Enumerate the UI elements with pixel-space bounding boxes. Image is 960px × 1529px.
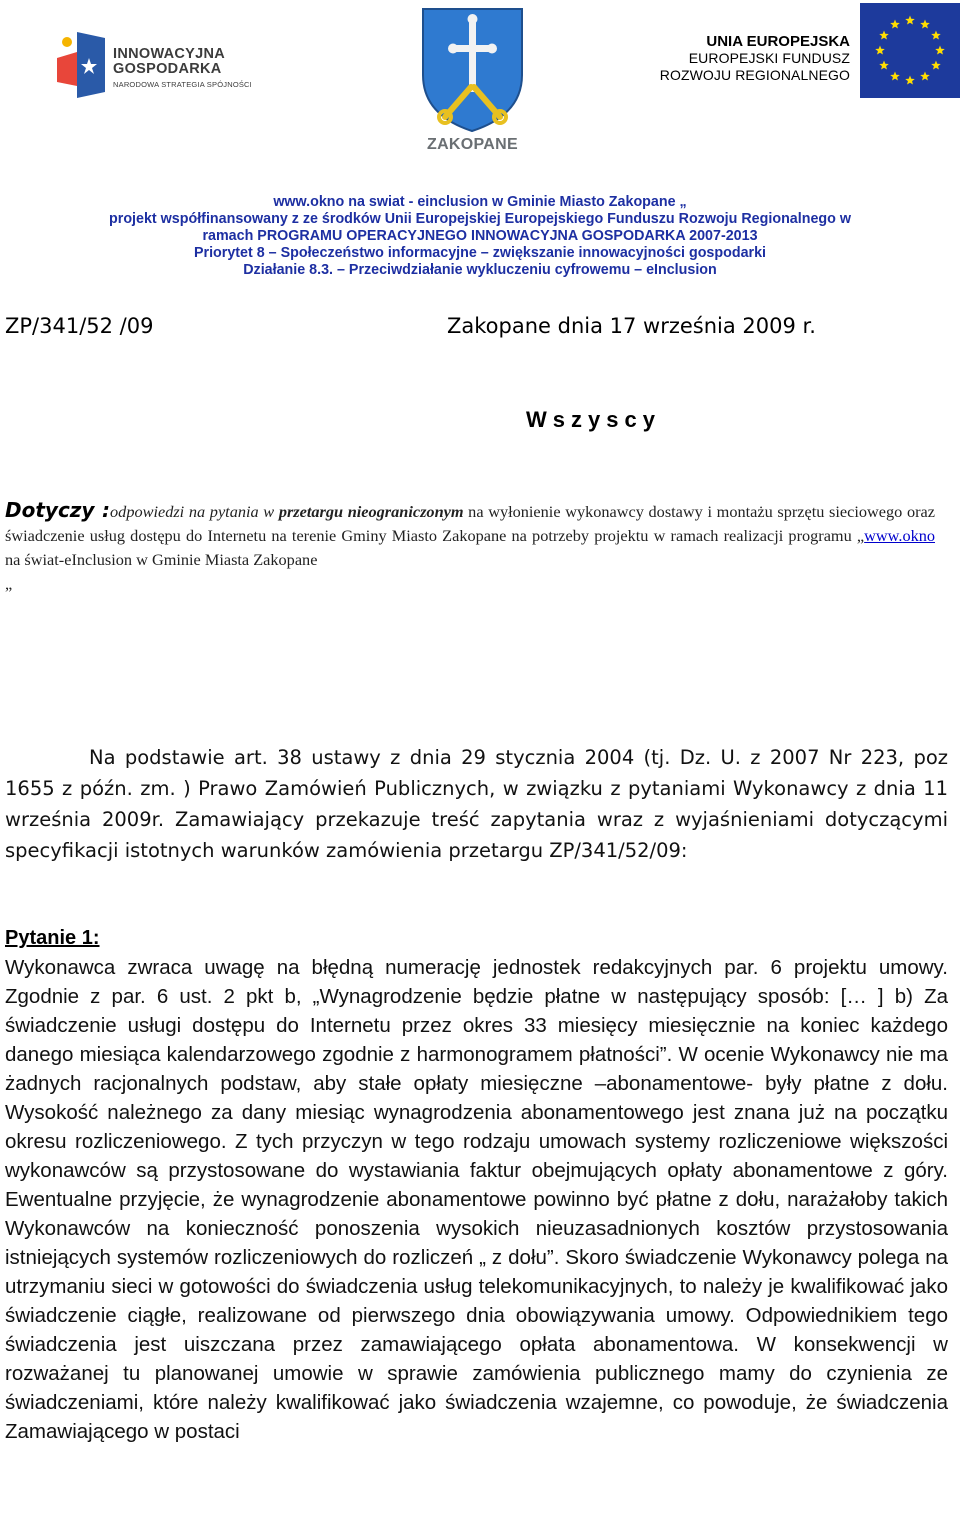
ue-line2: EUROPEJSKI FUNDUSZ xyxy=(688,50,850,66)
project-header-line-4: Priorytet 8 – Społeczeństwo informacyjne – zwiększanie innowacyjności gospodarki xyxy=(193,245,767,261)
ue-line1: UNIA EUROPEJSKA xyxy=(706,33,850,50)
question-title: Pytanie 1: xyxy=(5,927,100,949)
project-header-line-5: Działanie 8.3. – Przeciwdziałanie wykluczeniu cyfrowemu – eInclusion xyxy=(243,262,717,278)
ue-line3: ROZWOJU REGIONALNEGO xyxy=(659,67,850,83)
zakopane-label: ZAKOPANE xyxy=(427,136,518,153)
subject-text-5: „ xyxy=(5,574,13,593)
project-header-line-1: www.okno na swiat - einclusion w Gminie Miasto Zakopane „ xyxy=(273,194,687,210)
question-body: Wykonawca zwraca uwagę na błędną numerację jednostek redakcyjnych par. 6 projektu umowy. Zgodnie z par. 6 ust. 2 pkt b, „Wynagrodzenie będzie płatne w następujący sposób: [… ] b) Za świadczenie usługi dostępu do Internetu przez okres 33 miesięcy miesięcznie na koniec każdego danego miesiąca kalendarzowego zgodnie z harmonogramem płatności”. W ocenie Wykonawcy nie ma żadnych racjonalnych podstaw, aby stałe opłaty miesięczne –abonamentowe- były płatne z dołu. Wysokość należnego za dany miesiąc wynagrodzenia abonamentowego jest znana już na początku okresu rozliczeniowego. Z tych przyczyn w tego rodzaju umowach systemy rozliczeniowe większości wykonawców są przystosowane do wystawiania faktur obejmujących opłaty abonamentowe z góry. Ewentualne przyjęcie, że wynagrodzenie abonamentowe powinno być płatne z dołu, narażałoby takich Wykonawców na konieczność ponoszenia wysokich nieuzasadnionych kosztów przystosowania istniejących systemów rozliczeniowych do rozliczeń „ z dołu”. Skoro świadczenie Wykonawcy polega na utrzymaniu sieci w gotowości do świadczenia usług telekomunikacyjnych, to należy je kwalifikować jako świadczenie ciągłe, realizowane od pierwszego dnia obowiązywania umowy. Odpowiednikiem tego świadczenia jest uiszczana przez zamawiającego opłata abonamentowa. W konsekwencji w rozważanej tu planowanej umowie w sprawie zamówienia publicznego mamy do czynienia ze świadczeniami, które należy kwalifikować jako świadczenia wzajemne, co powoduje, że świadczenia Zamawiającego w postaci xyxy=(5,956,948,1443)
innowacyjna-gospodarka-mark-icon xyxy=(55,30,107,98)
reference-number: ZP/341/52 /09 xyxy=(5,314,154,338)
subject-text-3: na wyłonienie wykonawcy dostawy i montażu sprzętu sieciowego oraz świadczenie usług dostępu do Internetu na terenie Gminy Miasto Zakopane na potrzeby projektu w ramach realizacji programu „ xyxy=(5,502,935,545)
nss-text: NARODOWA STRATEGIA SPÓJNOŚCI xyxy=(113,80,252,89)
eu-flag-icon xyxy=(860,3,960,98)
project-header-line-2: projekt współfinansowany z ze środków Unii Europejskiej Europejskiego Funduszu Rozwoju Regionalnego w xyxy=(109,211,851,227)
subject-link-okno[interactable]: okno xyxy=(902,526,935,545)
legal-basis-paragraph xyxy=(5,742,948,866)
gospodarka-text: GOSPODARKA xyxy=(113,61,222,77)
project-header-line-3: ramach PROGRAMU OPERACYJNEGO INNOWACYJNA GOSPODARKA 2007-2013 xyxy=(202,228,758,244)
subject-text-4: na świat-eInclusion w Gminie Miasta Zakopane xyxy=(5,550,318,569)
eu-logo xyxy=(650,3,960,98)
subject-link-www[interactable]: www. xyxy=(864,526,903,545)
zakopane-coat-of-arms xyxy=(415,5,530,155)
subject-text-2: przetargu nieograniczonym xyxy=(278,502,464,521)
innowacyjna-gospodarka-logo xyxy=(55,30,255,100)
project-header xyxy=(0,194,960,279)
subject-label: Dotyczy : xyxy=(5,498,111,522)
addressee: Wszyscy xyxy=(526,407,661,432)
header-logos xyxy=(0,0,960,160)
zakopane-shield-icon xyxy=(415,5,530,133)
subject-paragraph xyxy=(5,498,935,596)
innowacyjna-text: INNOWACYJNA xyxy=(113,46,226,62)
legal-basis-text: Na podstawie art. 38 ustawy z dnia 29 stycznia 2004 (tj. Dz. U. z 2007 Nr 223, poz 1655 z późn. zm. ) Prawo Zamówień Publicznych, w związku z pytaniami Wykonawcy z dnia 11 września 2009r. Zamawiający przekazuje treść zapytania wraz z wyjaśnieniami dotyczącymi specyfikacji istotnych warunków zamówienia przetargu ZP/341/52/09: xyxy=(5,746,948,862)
letter-date: Zakopane dnia 17 września 2009 r. xyxy=(447,314,816,338)
subject-text-1: odpowiedzi na pytania w xyxy=(110,502,279,521)
